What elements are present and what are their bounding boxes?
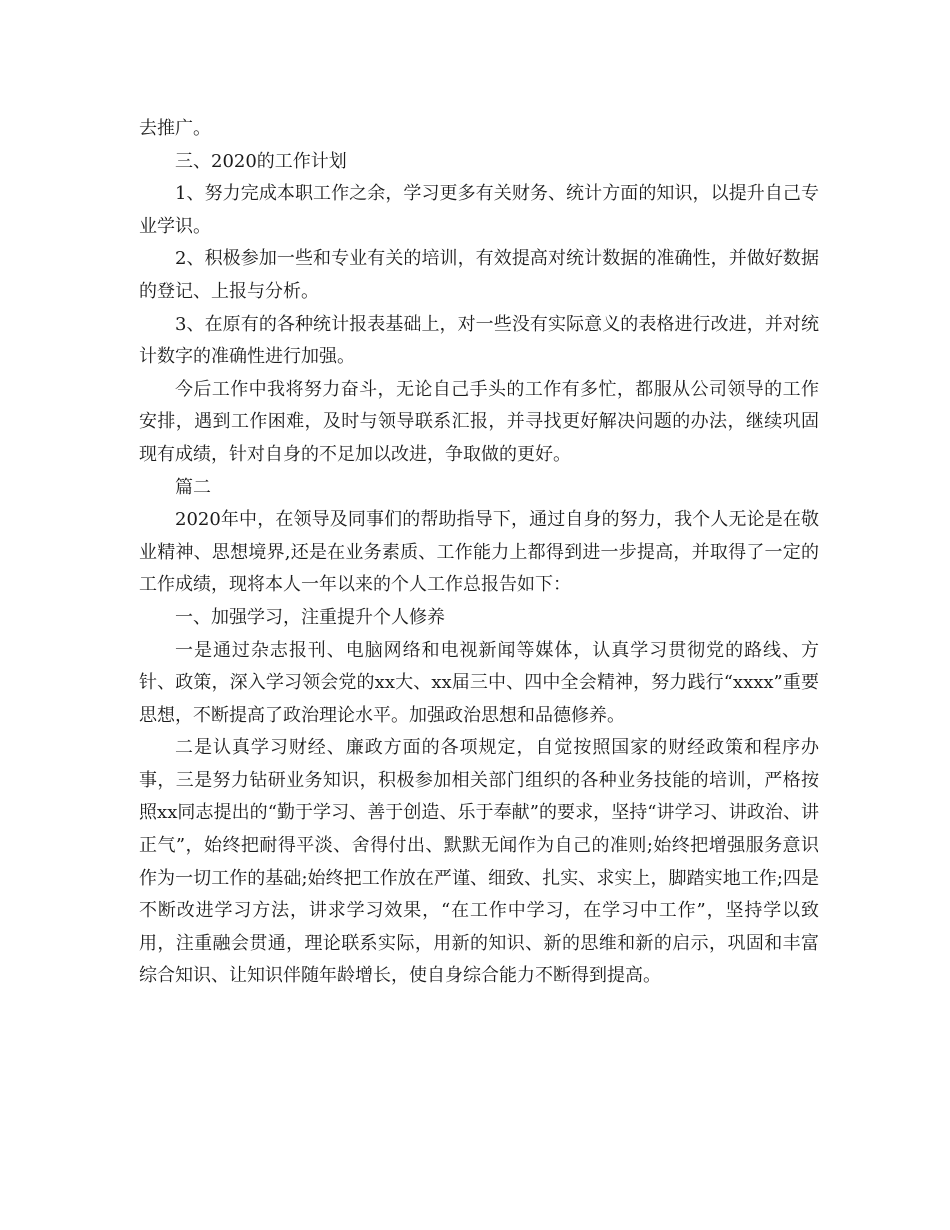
part-two-heading: 篇二 [175,476,211,498]
paragraph-continuation: 去推广。 [139,118,211,139]
plan-item-3: 3、在原有的各种统计报表基础上，对一些没有实际意义的表格进行改进，并对统计数字的准确性进行加强。 [139,313,819,368]
plan-item-1: 1、努力完成本职工作之余，学习更多有关财务、统计方面的知识，以提升自己专业学识。 [139,183,819,237]
closing-paragraph: 今后工作中我将努力奋斗，无论自己手头的工作有多忙，都服从公司领导的工作安排，遇到工作困难，及时与领导联系汇报，并寻找更好解决问题的办法，继续巩固现有成绩，针对自身的不足加以改进，争取做的更好。 [139,378,819,465]
section-heading-study: 一、加强学习，注重提升个人修养 [175,606,445,628]
plan-item-2: 2、积极参加一些和专业有关的培训，有效提高对统计数据的准确性，并做好数据的登记、上报与分析。 [139,248,819,302]
section-heading-work-plan: 三、2020的工作计划 [175,150,347,172]
intro-paragraph: 2020年中，在领导及同事们的帮助指导下，通过自身的努力，我个人无论是在敬业精神、思想境界,还是在业务素质、工作能力上都得到进一步提高，并取得了一定的工作成绩，现将本人一年以来的个人工作总报告如下： [139,509,819,596]
study-paragraph-2: 二是认真学习财经、廉政方面的各项规定，自觉按照国家的财经政策和程序办事，三是努力钻研业务知识，积极参加相关部门组织的各种业务技能的培训，严格按照xx同志提出的“勤于学习、善于创造、乐于奉献”的要求，坚持“讲学习、讲政治、讲正气”，始终把耐得平淡、舍得付出、默默无闻作为自己的准则;始终把增强服务意识作为一切工作的基础;始终把工作放在严谨、细致、扎实、求实上，脚踏实地工作;四是不断改进学习方法，讲求学习效果，“在工作中学习，在学习中工作”，坚持学以致用，注重融会贯通，理论联系实际，用新的知识、新的思维和新的启示，巩固和丰富综合知识、让知识伴随年龄增长，使自身综合能力不断得到提高。 [139,737,819,987]
study-paragraph-1: 一是通过杂志报刊、电脑网络和电视新闻等媒体，认真学习贯彻党的路线、方针、政策，深入学习领会党的xx大、xx届三中、四中全会精神，努力践行“xxxx”重要思想，不断提高了政治理论水平。加强政治思想和品德修养。 [139,639,819,726]
document-body [139,113,819,993]
